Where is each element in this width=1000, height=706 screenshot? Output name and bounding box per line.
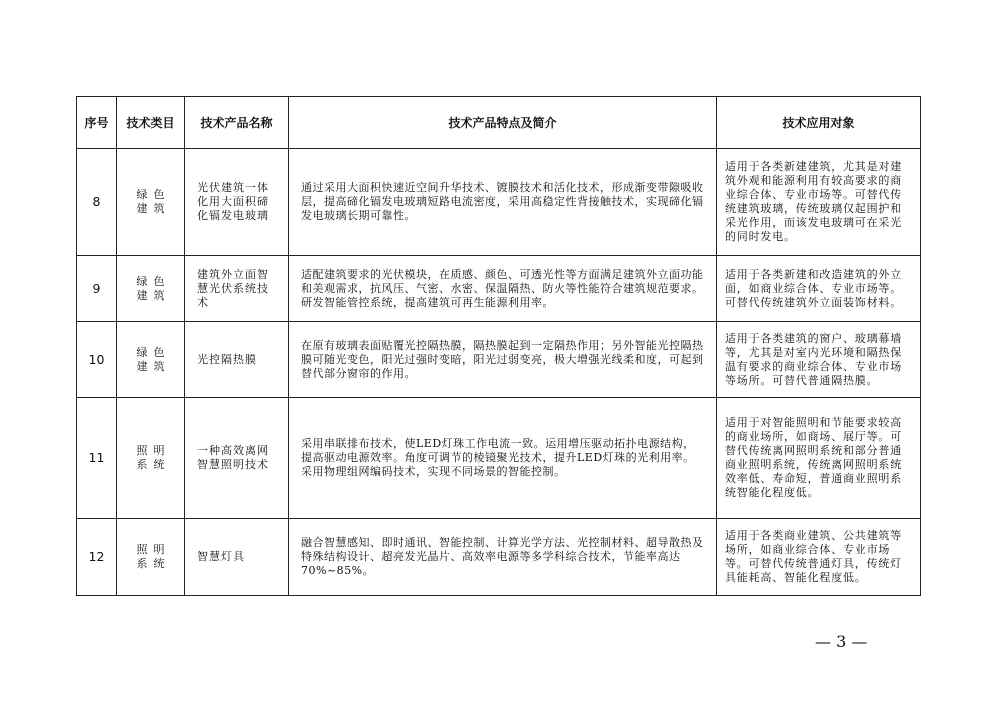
table-header-row xyxy=(77,97,921,149)
row-description xyxy=(289,398,717,519)
row-product-name-text: 建筑外立面智慧光伏系统技术 xyxy=(197,267,269,309)
row-application-target-text: 适用于各类新建建筑，尤其是对建筑外观和能源利用有较高要求的商业综合体、专业市场等。可替代传统建筑玻璃，传统玻璃仅起围护和采光作用，而该发电玻璃可在采光的同时发电。 xyxy=(725,160,902,243)
technology-table xyxy=(76,96,921,596)
row-application-target xyxy=(717,398,921,519)
row-application-target-text: 适用于各类商业建筑、公共建筑等场所，如商业综合体、专业市场等。可替代传统普通灯具，传统灯具能耗高、智能化程度低。 xyxy=(725,529,902,584)
row-description-text: 采用串联排布技术，使LED灯珠工作电流一致。运用增压驱动拓扑电源结构，提高驱动电源效率。角度可调节的棱镜聚光技术，提升LED灯珠的光利用率。采用物理组网编码技术，实现不同场景的智能控制。 xyxy=(301,437,695,478)
row-description xyxy=(289,256,717,322)
row-application-target-text: 适用于各类建筑的窗户、玻璃幕墙等，尤其是对室内光环境和隔热保温有要求的商业综合体、专业市场等场所。可替代普通隔热膜。 xyxy=(725,331,902,387)
table-row xyxy=(77,256,921,322)
row-serial-no: 12 xyxy=(77,519,117,596)
row-product-name xyxy=(185,256,289,322)
row-category xyxy=(117,149,185,256)
row-category-text: 绿色建筑 xyxy=(136,274,171,302)
table-row xyxy=(77,322,921,398)
row-product-name xyxy=(185,149,289,256)
row-application-target-text: 适用于对智能照明和节能要求较高的商业场所，如商场、展厅等。可替代传统离网照明系统和部分普通商业照明系统，传统离网照明系统效率低、寿命短，普通商业照明系统智能化程度低。 xyxy=(725,416,902,499)
row-description-text: 适配建筑要求的光伏模块，在质感、颜色、可透光性等方面满足建筑外立面功能和美观需求，抗风压、气密、水密、保温隔热、防火等性能符合建筑规范要求。研发智能管控系统，提高建筑可再生能源利用率。 xyxy=(301,267,704,309)
row-category-text: 绿色建筑 xyxy=(136,188,171,215)
row-application-target xyxy=(717,322,921,398)
row-serial-no: 10 xyxy=(77,322,117,398)
row-product-name xyxy=(185,519,289,596)
row-description-text: 通过采用大面积快速近空间升华技术、镀膜技术和活化技术，形成渐变带隙吸收层，提高碲化镉发电玻璃短路电流密度，采用高稳定性背接触技术，实现碲化镉发电玻璃长期可靠性。 xyxy=(301,181,704,222)
row-application-target xyxy=(717,519,921,596)
row-product-name xyxy=(185,322,289,398)
row-description xyxy=(289,519,717,596)
row-product-name-text: 光控隔热膜 xyxy=(197,352,257,366)
header-features-intro: 技术产品特点及简介 xyxy=(289,97,717,149)
header-tech-category: 技术类目 xyxy=(117,97,185,149)
table-row xyxy=(77,398,921,519)
header-product-name: 技术产品名称 xyxy=(185,97,289,149)
header-serial-no: 序号 xyxy=(77,97,117,149)
row-application-target-text: 适用于各类新建和改造建筑的外立面，如商业综合体、专业市场等。可替代传统建筑外立面装饰材料。 xyxy=(725,267,902,309)
row-category-text: 照明系统 xyxy=(136,444,171,471)
row-category xyxy=(117,519,185,596)
row-product-name-text: 智慧灯具 xyxy=(197,550,245,563)
row-category xyxy=(117,322,185,398)
row-serial-no: 8 xyxy=(77,149,117,256)
row-category-text: 照明系统 xyxy=(136,543,171,570)
row-category xyxy=(117,256,185,322)
table-row xyxy=(77,519,921,596)
row-description-text: 在原有玻璃表面贴覆光控隔热膜，隔热膜起到一定隔热作用；另外智能光控隔热膜可随光变色，阳光过强时变暗，阳光过弱变亮，极大增强光线柔和度，可起到替代部分窗帘的作用。 xyxy=(301,338,704,380)
row-description-text: 融合智慧感知、即时通讯、智能控制、计算光学方法、光控制材料、超导散热及特殊结构设计、超亮发光晶片、高效率电源等多学科综合技术，节能率高达70%~85%。 xyxy=(301,536,704,577)
row-product-name-text: 一种高效离网智慧照明技术 xyxy=(197,444,269,471)
row-description xyxy=(289,149,717,256)
row-application-target xyxy=(717,149,921,256)
row-product-name-text: 光伏建筑一体化用大面积碲化镉发电玻璃 xyxy=(197,181,269,222)
row-category xyxy=(117,398,185,519)
row-serial-no: 11 xyxy=(77,398,117,519)
page-number: — 3 — xyxy=(815,632,868,651)
row-application-target xyxy=(717,256,921,322)
row-product-name xyxy=(185,398,289,519)
row-category-text: 绿色建筑 xyxy=(136,345,171,373)
row-serial-no: 9 xyxy=(77,256,117,322)
header-application-target: 技术应用对象 xyxy=(717,97,921,149)
row-description xyxy=(289,322,717,398)
table-row xyxy=(77,149,921,256)
